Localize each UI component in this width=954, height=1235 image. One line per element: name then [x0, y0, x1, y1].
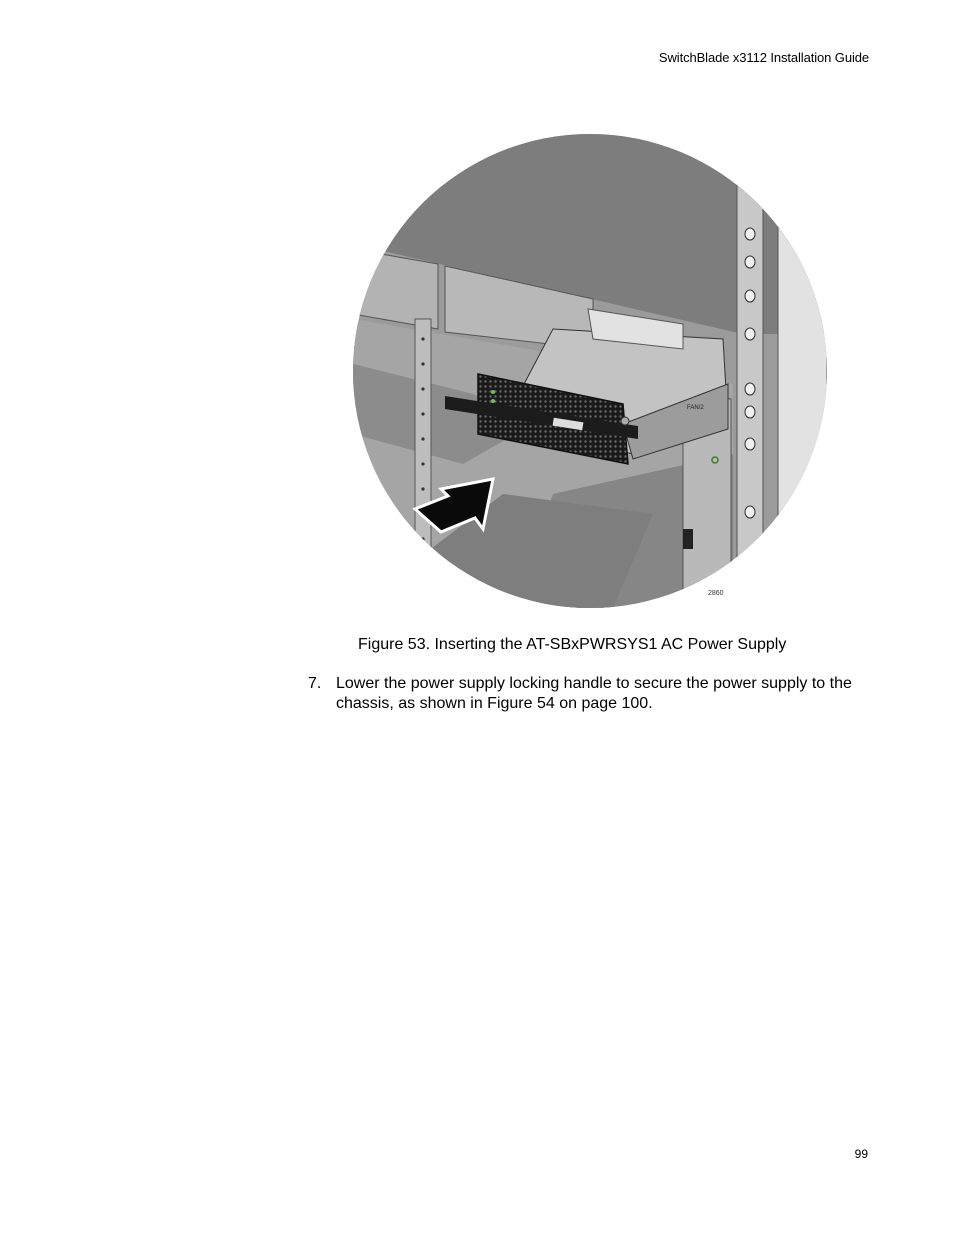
figure-illustration — [353, 134, 827, 608]
step-number: 7. — [308, 675, 322, 692]
chassis-label: FAN/2 — [687, 405, 704, 411]
power-supply-insertion-illustration — [353, 134, 827, 608]
running-header: SwitchBlade x3112 Installation Guide — [658, 50, 869, 65]
figure-caption: Figure 53. Inserting the AT-SBxPWRSYS1 AC Power Supply — [358, 636, 787, 653]
art-id: 2860 — [708, 590, 724, 597]
page-number: 99 — [854, 1147, 868, 1161]
step-text: Lower the power supply locking handle to secure the power supply to the chassis, as shown in Figure 54 on page 100. — [336, 675, 852, 712]
